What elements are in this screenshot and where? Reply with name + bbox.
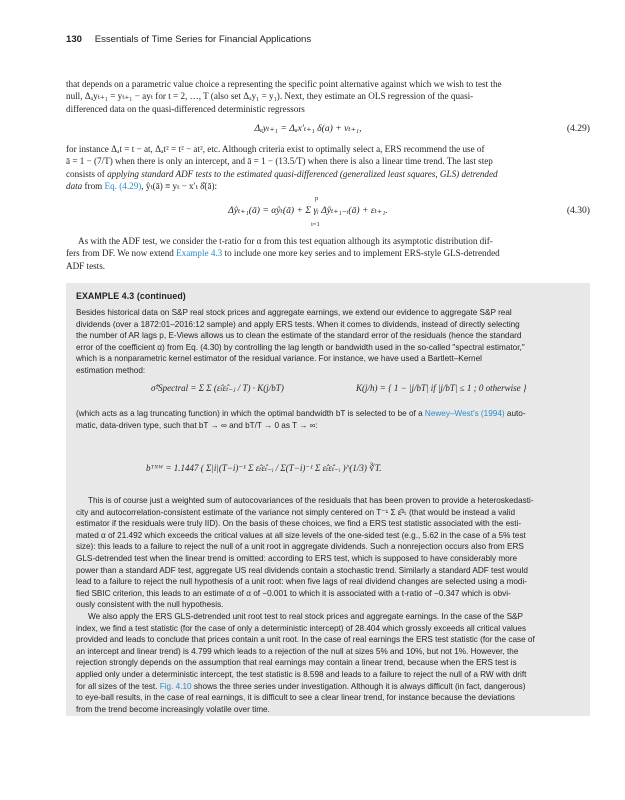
sum-lower-limit: i=1 xyxy=(311,221,320,228)
text-line: differenced data on the quasi-differenced deterministic regressors xyxy=(66,103,305,114)
text-line: dividends (over a 1872:01–2016:12 sample) and apply ERS tests. When it comes to dividends, instead of directly selecting xyxy=(76,319,520,329)
spectral-estimator-formula: σ̂²Spectral = Σ Σ (ε̂ₜε̂ₜ₋ⱼ / T) · K(j/bT) xyxy=(151,383,284,393)
text-line: mated α of 21.492 which exceeds the critical values at all size levels of the one-sided test (e.g., 5.62 in the case of a 5% test xyxy=(76,530,526,540)
equation-4-30 xyxy=(66,205,590,219)
text-line: fied SBIC criterion, this leads to an estimate of α of −0.001 to which it is associated with a t-ratio of −0.347 which is obvi- xyxy=(76,588,511,598)
equation-body: Δₐyₜ₊₁ = Δₐx′ₜ₊₁ δ(a) + vₜ₊₁, xyxy=(254,123,362,134)
example-link[interactable]: Example 4.3 xyxy=(176,248,223,259)
text-line: the number of AR lags p, E-Views allows us to clean the estimate of the standard error of the residuals (hence the standard xyxy=(76,331,522,341)
text-line: size): this leads to a failure to reject the null of a unit root in aggregate dividends. Such a nonrejection occurs also from ERS xyxy=(76,542,524,552)
text-line: ously consistent with the null hypothesis. xyxy=(76,600,224,610)
text-line: an intercept and linear trend) is 4.799 which leads to a rejection of the null at sizes 5% and 10%, but not 1%. However, the xyxy=(76,646,519,656)
paragraph-ers xyxy=(66,143,590,193)
text-line: applied only under a deterministic intercept, the test statistic is 8.598 and leads to a failure to reject the null of a RW with drift xyxy=(76,669,527,679)
text-line: for all sizes of the test. Fig. 4.10 shows the three series under investigation. Although it is always difficult (in fact, dangerous) xyxy=(76,681,526,691)
text-line: (which acts as a lag truncating function) in which the optimal bandwidth bT is selected to be of a Newey–West's (1994) auto- xyxy=(76,409,526,418)
page-number: 130 xyxy=(66,34,83,45)
text-line: lead to a failure to reject the null hypothesis of a unit root: when five lags of real dividend changes are selected using a modi- xyxy=(76,577,528,587)
equation-number: (4.29) xyxy=(566,123,590,134)
text-line: GLS-detrended test when the linear trend is omitted: according to ERS test, which is supposed to have considerably more xyxy=(76,553,517,563)
page-header xyxy=(66,34,585,50)
example-paragraph-3 xyxy=(76,495,578,611)
text-line: matic, data-driven type, such that bT → ∞ and bT/T → 0 as T → ∞: xyxy=(76,420,318,430)
text-line: This is of course just a weighted sum of autocovariances of the residuals that has been proven to provide a heteroskedasti- xyxy=(88,496,534,505)
paragraph-intro xyxy=(66,78,590,115)
text-line: null, Δₐyₜ₊₁ = yₜ₊₁ − ayₜ for t = 2, …, T (also set Δₐy₁ = y₁). Next, they estimate an OLS regression of the quasi- xyxy=(66,91,474,102)
equation-4-29 xyxy=(66,123,590,137)
text-line: provided and leads to conclude that prices contain a unit root. In the case of real earnings the ERS test statistic (for the case of xyxy=(76,635,535,645)
citation-link[interactable]: Newey–West's (1994) xyxy=(424,409,505,418)
text-line: data from Eq. (4.29), ŷₜ(ā) ≡ yₜ − x′ₜ δ̂(ā): xyxy=(66,181,218,192)
text-line: from the trend become increasingly volatile over time. xyxy=(76,704,270,714)
text-line: rejection strongly depends on the assumption that real earnings may contain a linear trend, because when the ERS test is xyxy=(76,658,517,668)
text-line: for instance Δₐt = t − at, Δₐt² = t² − at², etc. Although criteria exist to optimally select a, ERS recommend the use of xyxy=(66,144,485,154)
example-paragraph-4 xyxy=(76,611,578,715)
bartlett-kernel-formula: K(j/h) = { 1 − |j/bT| if |j/bT| ≤ 1 ; 0 otherwise } xyxy=(356,383,527,393)
text-line: index, we find a test statistic (for the case of only a deterministic intercept) of 28.404 which grossly exceeds all critical values xyxy=(76,623,527,633)
paragraph-adf xyxy=(66,235,590,272)
text-line: estimation method: xyxy=(76,365,146,375)
equation-body: Δŷₜ₊₁(ā) = αŷₜ(ā) + Σ γᵢ Δŷₜ₊₁₋ᵢ(ā) + εₜ₊₁. xyxy=(228,205,388,216)
newey-west-bandwidth-formula: bᵀᴺᵂ = 1.1447 ( Σ|i|(T−i)⁻¹ Σ ε̂ₜε̂ₜ₋ᵢ / Σ(T−i)⁻¹ Σ ε̂ₜε̂ₜ₋ᵢ )^(1/3) ∛T. xyxy=(146,463,382,473)
text-line: that depends on a parametric value choice a representing the specific point alternative against which we wish to test the xyxy=(66,79,502,89)
figure-link[interactable]: Fig. 4.10 xyxy=(159,681,192,691)
example-paragraph-1 xyxy=(76,307,578,377)
text-line: Besides historical data on S&P real stock prices and aggregate earnings, we extend our evidence to aggregate S&P real xyxy=(76,308,512,317)
sum-upper-limit: p xyxy=(315,195,319,202)
text-line: fers from DF. We now extend Example 4.3 to include one more key series and to implement ERS-style GLS-detrended xyxy=(66,248,500,259)
text-line: which is a nonparametric kernel estimator of the residual variance. For instance, we have used a Bartlett–Kernel xyxy=(76,354,482,364)
running-title: Essentials of Time Series for Financial Applications xyxy=(94,34,312,45)
equation-link[interactable]: Eq. (4.29) xyxy=(104,181,142,192)
text-line: city and autocorrelation-consistent estimate of the variance not simply centered on T⁻¹ Σ ε̂²ₜ (that would be instead a valid xyxy=(76,507,515,517)
text-line: As with the ADF test, we consider the t-ratio for α from this test equation although its asymptotic distribution dif- xyxy=(78,236,493,246)
text-line: We also apply the ERS GLS-detrended unit root test to real stock prices and aggregate earnings. In the case of the S&P xyxy=(88,612,523,621)
example-box xyxy=(66,283,590,716)
text-line: to eye-ball results, in the case of real earnings, it is difficult to see a clear linear trend, for instance because the deviations xyxy=(76,693,516,703)
example-title: EXAMPLE 4.3 (continued) xyxy=(76,291,186,301)
text-line: ā = 1 − (7/T) when there is only an intercept, and ā = 1 − (13.5/T) when there is also a linear time trend. The last step xyxy=(66,156,493,167)
text-line: power than a standard ADF test, aggregate US real dividends contain a stochastic trend. Similarly a standard ADF test would xyxy=(76,565,528,575)
text-line: consists of applying standard ADF tests to the estimated quasi-differenced (generalized least squares, GLS) detrended xyxy=(66,168,498,179)
text-line: ADF tests. xyxy=(66,260,106,271)
example-paragraph-2 xyxy=(76,408,578,431)
text-line: error of the coefficient α) from Eq. (4.30) by controlling the lag length or bandwidth used in the so-called "spectral estimator," xyxy=(76,342,525,352)
text-line: estimator if the residuals were truly IID). On the basis of these choices, we find a ERS test statistic associated with the esti- xyxy=(76,519,522,529)
equation-number: (4.30) xyxy=(566,205,590,216)
